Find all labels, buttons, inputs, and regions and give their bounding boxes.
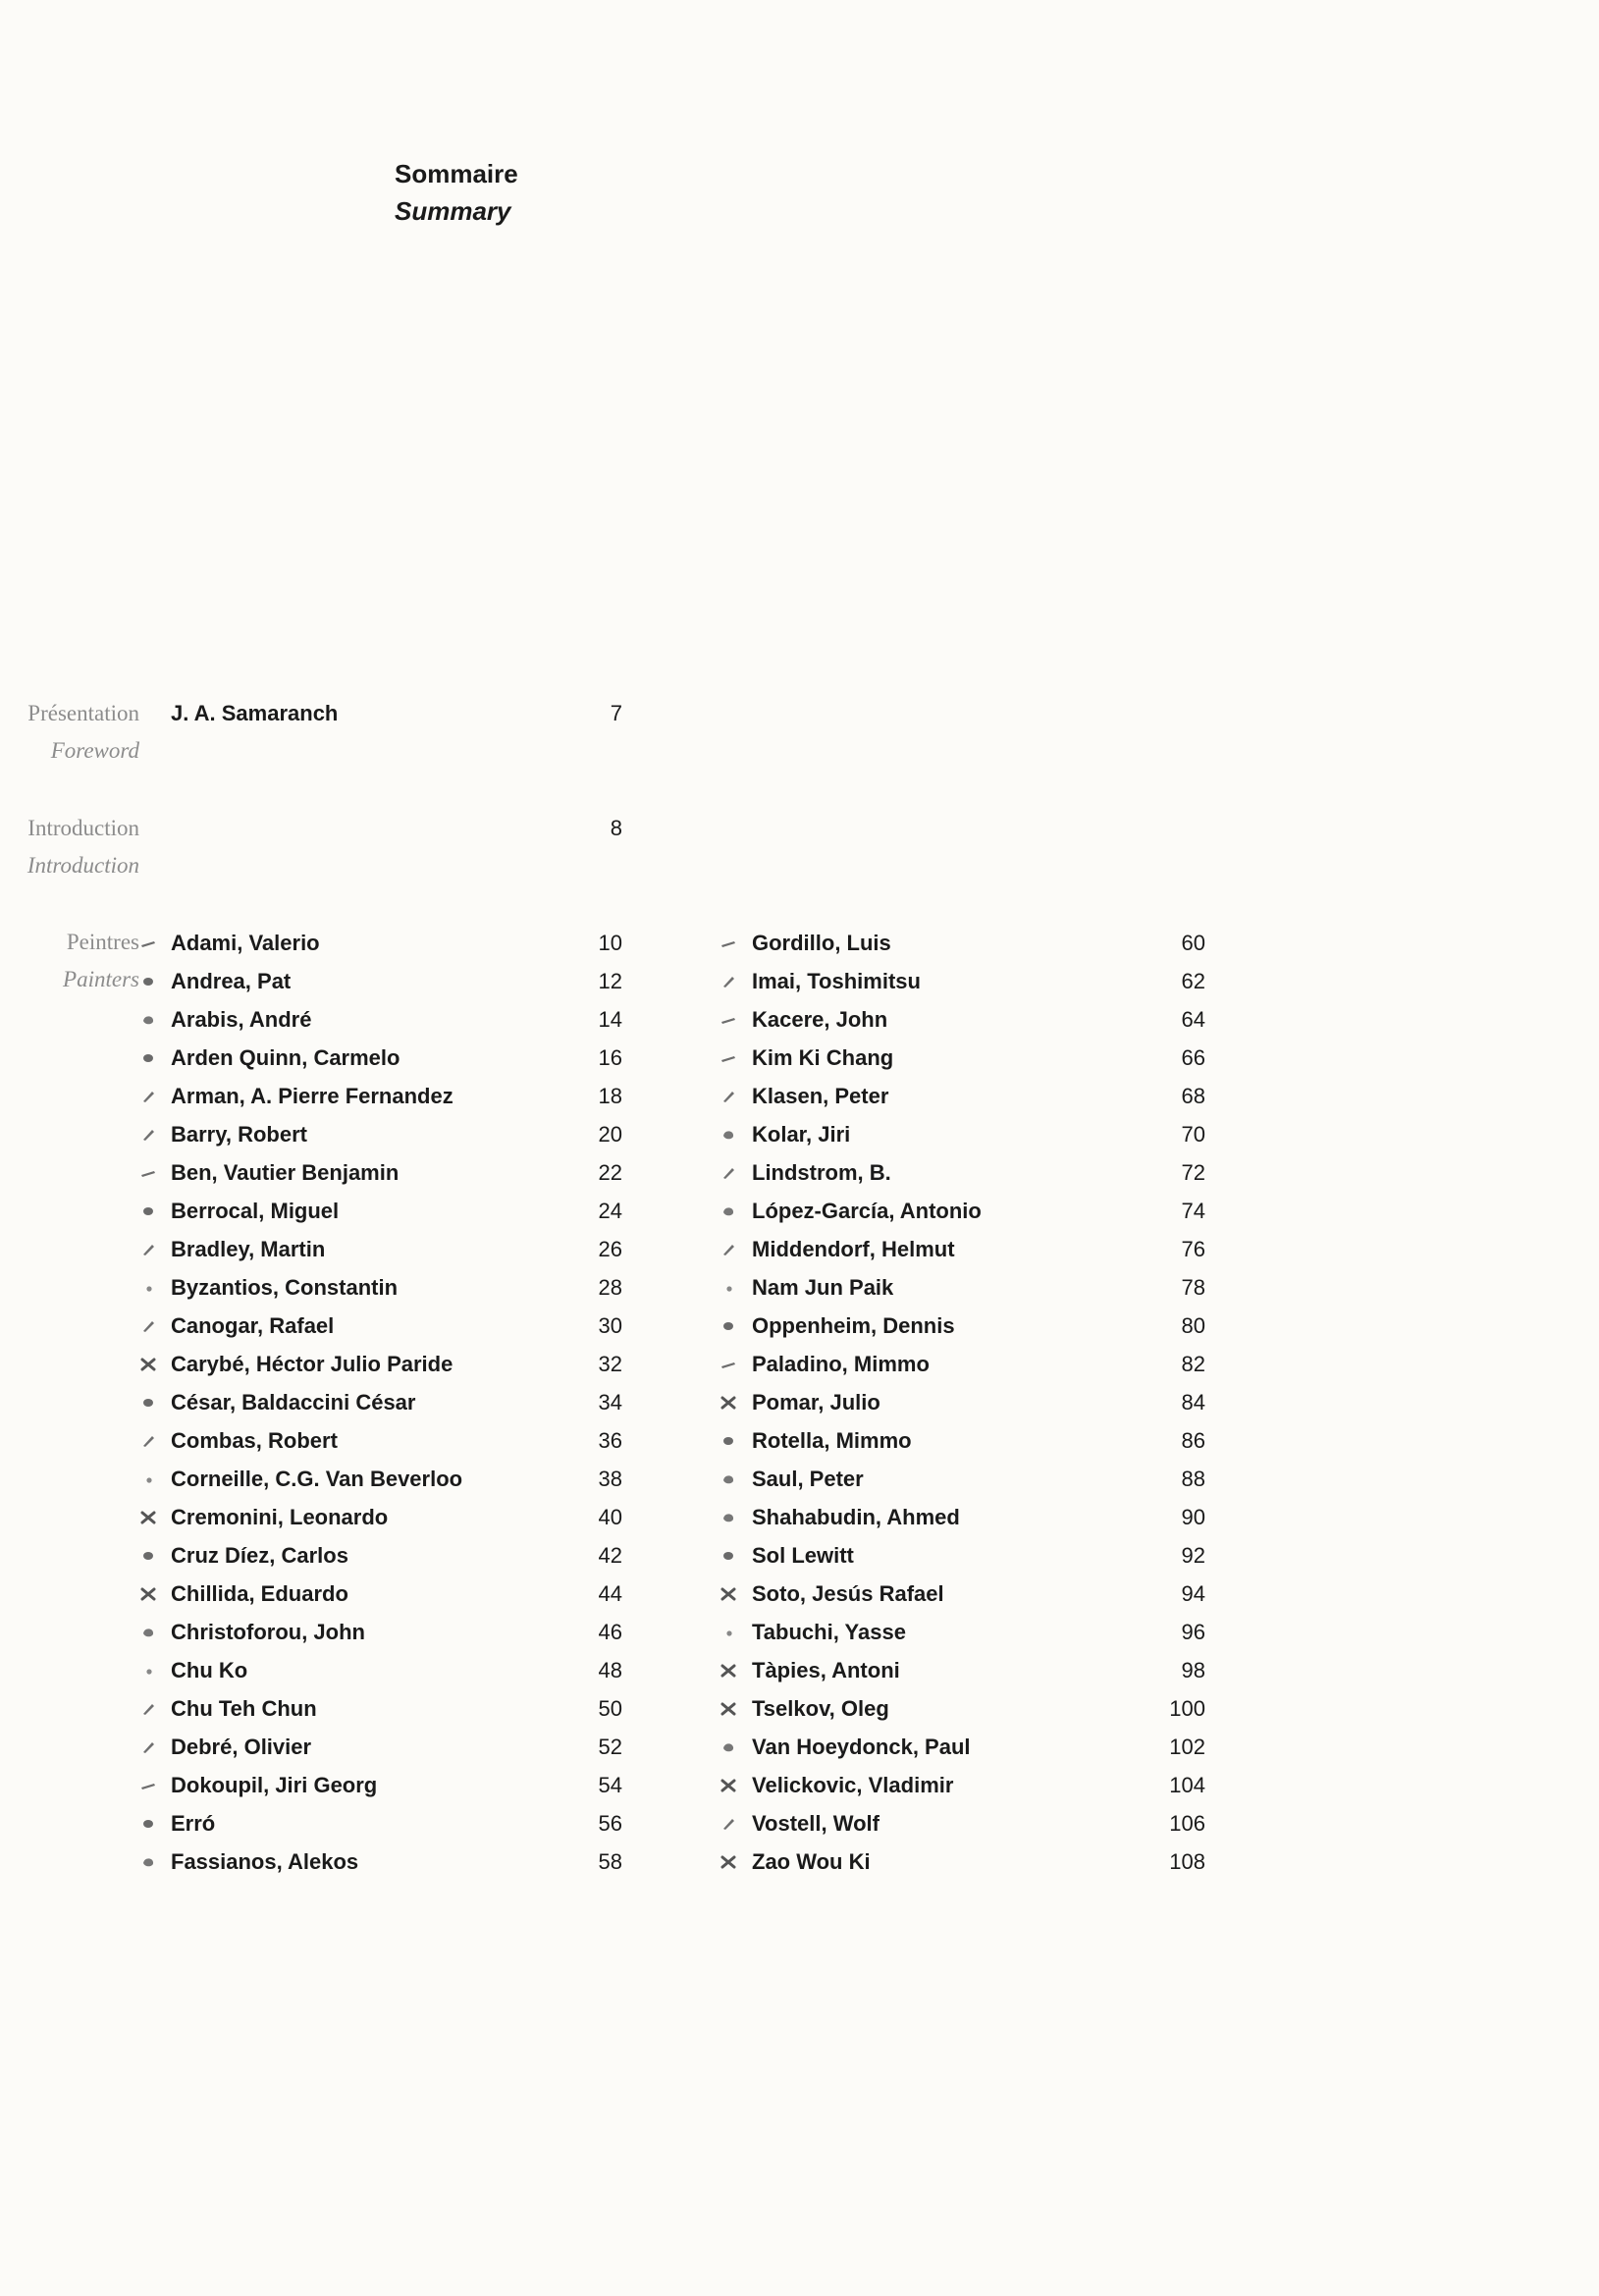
brush-mark-icon (720, 1854, 737, 1870)
painter-entry (0, 1274, 1599, 1302)
painter-entry (0, 1734, 1599, 1761)
painter-page-number: 58 (598, 1849, 622, 1874)
painter-entry (0, 1427, 1599, 1455)
painter-name: Middendorf, Helmut (752, 1237, 955, 1261)
painter-name: Bradley, Martin (171, 1237, 326, 1261)
painter-name: Corneille, C.G. Van Beverloo (171, 1467, 463, 1491)
painter-page-number: 68 (1181, 1084, 1205, 1108)
page-title-block (395, 155, 518, 230)
painter-page-number: 24 (598, 1199, 622, 1223)
painter-page-number: 78 (1181, 1275, 1205, 1300)
painter-name: Kim Ki Chang (752, 1045, 894, 1070)
painter-name: Pomar, Julio (752, 1390, 880, 1415)
introduction-label-french: Introduction (27, 816, 139, 840)
painter-name: Oppenheim, Dennis (752, 1313, 955, 1338)
painter-page-number: 34 (598, 1390, 622, 1415)
painter-page-number: 76 (1181, 1237, 1205, 1261)
painter-page-number: 40 (598, 1505, 622, 1529)
painter-page-number: 16 (598, 1045, 622, 1070)
painter-entry (0, 1772, 1599, 1799)
painter-entry (0, 1006, 1599, 1034)
painter-name: Arabis, André (171, 1007, 312, 1032)
brush-mark-icon (720, 1625, 737, 1640)
painter-name: López-García, Antonio (752, 1199, 982, 1223)
painter-name: Tselkov, Oleg (752, 1696, 889, 1721)
painter-page-number: 50 (598, 1696, 622, 1721)
painter-page-number: 100 (1169, 1696, 1205, 1721)
painter-entry (0, 1848, 1599, 1876)
painter-entry (0, 1580, 1599, 1608)
painter-page-number: 10 (598, 931, 622, 955)
painter-page-number: 54 (598, 1773, 622, 1797)
brush-mark-icon (720, 1050, 737, 1066)
painter-name: Saul, Peter (752, 1467, 864, 1491)
brush-mark-icon (720, 1318, 737, 1334)
painter-name: Berrocal, Miguel (171, 1199, 340, 1223)
painter-page-number: 90 (1181, 1505, 1205, 1529)
painter-name: Byzantios, Constantin (171, 1275, 399, 1300)
painter-entry (0, 1121, 1599, 1148)
painter-name: Velickovic, Vladimir (752, 1773, 954, 1797)
brush-mark-icon (720, 935, 737, 951)
painter-name: Zao Wou Ki (752, 1849, 871, 1874)
painter-name: Tabuchi, Yasse (752, 1620, 906, 1644)
painter-entry (0, 1389, 1599, 1416)
painter-page-number: 20 (598, 1122, 622, 1147)
painter-page-number: 60 (1181, 931, 1205, 955)
brush-mark-icon (720, 1127, 737, 1143)
painter-name: Nam Jun Paik (752, 1275, 894, 1300)
brush-mark-icon (720, 1242, 737, 1257)
painter-name: Carybé, Héctor Julio Paride (171, 1352, 453, 1376)
painter-entry (0, 1198, 1599, 1225)
painter-name: Chillida, Eduardo (171, 1581, 348, 1606)
brush-mark-icon (720, 1816, 737, 1832)
painter-name: Arman, A. Pierre Fernandez (171, 1084, 453, 1108)
painter-page-number: 12 (598, 969, 622, 993)
painter-page-number: 104 (1169, 1773, 1205, 1797)
painter-entry (0, 1504, 1599, 1531)
painter-entry (0, 1695, 1599, 1723)
painter-page-number: 30 (598, 1313, 622, 1338)
painter-page-number: 38 (598, 1467, 622, 1491)
painter-page-number: 28 (598, 1275, 622, 1300)
painter-name: Canogar, Rafael (171, 1313, 335, 1338)
painter-name: Tàpies, Antoni (752, 1658, 900, 1682)
painter-page-number: 44 (598, 1581, 622, 1606)
painters-label-french: Peintres (66, 930, 139, 954)
presentation-author: J. A. Samaranch (171, 701, 339, 725)
painter-page-number: 72 (1181, 1160, 1205, 1185)
painter-page-number: 102 (1169, 1735, 1205, 1759)
painter-page-number: 64 (1181, 1007, 1205, 1032)
page-title-french: Sommaire (395, 159, 518, 188)
painter-name: Christoforou, John (171, 1620, 365, 1644)
painter-name: Cruz Díez, Carlos (171, 1543, 348, 1568)
painter-entry (0, 1542, 1599, 1570)
introduction-label-english: Introduction (27, 853, 139, 878)
painter-page-number: 86 (1181, 1428, 1205, 1453)
page-title-english: Summary (395, 196, 511, 226)
brush-mark-icon (720, 1357, 737, 1372)
introduction-label (12, 810, 139, 884)
painter-page-number: 82 (1181, 1352, 1205, 1376)
painter-page-number: 66 (1181, 1045, 1205, 1070)
painter-name: Sol Lewitt (752, 1543, 854, 1568)
painter-page-number: 52 (598, 1735, 622, 1759)
brush-mark-icon (720, 1089, 737, 1104)
painter-page-number: 88 (1181, 1467, 1205, 1491)
painter-entry (0, 1312, 1599, 1340)
brush-mark-icon (720, 1165, 737, 1181)
brush-mark-icon (720, 1280, 737, 1296)
painter-page-number: 74 (1181, 1199, 1205, 1223)
painter-name: Soto, Jesús Rafael (752, 1581, 944, 1606)
painter-page-number: 92 (1181, 1543, 1205, 1568)
painter-name: Van Hoeydonck, Paul (752, 1735, 971, 1759)
painter-name: Lindstrom, B. (752, 1160, 891, 1185)
presentation-label (12, 695, 139, 770)
painter-page-number: 96 (1181, 1620, 1205, 1644)
painter-page-number: 18 (598, 1084, 622, 1108)
presentation-page: 7 (610, 701, 622, 725)
painter-page-number: 48 (598, 1658, 622, 1682)
painter-name: Klasen, Peter (752, 1084, 889, 1108)
painter-entry (0, 1236, 1599, 1263)
painter-entry (0, 1083, 1599, 1110)
painter-entry (0, 1044, 1599, 1072)
painter-name: Vostell, Wolf (752, 1811, 879, 1836)
brush-mark-icon (720, 1548, 737, 1564)
presentation-label-english: Foreword (50, 738, 139, 763)
painter-name: Dokoupil, Jiri Georg (171, 1773, 378, 1797)
brush-mark-icon (720, 1510, 737, 1525)
painter-entry (0, 968, 1599, 995)
brush-mark-icon (720, 1012, 737, 1028)
painter-name: Adami, Valerio (171, 931, 320, 955)
painter-name: Arden Quinn, Carmelo (171, 1045, 400, 1070)
painter-page-number: 94 (1181, 1581, 1205, 1606)
painter-name: Combas, Robert (171, 1428, 338, 1453)
painter-entry (0, 930, 1599, 957)
painter-name: Barry, Robert (171, 1122, 307, 1147)
painter-name: Kolar, Jiri (752, 1122, 851, 1147)
painter-entry (0, 1657, 1599, 1684)
painter-page-number: 22 (598, 1160, 622, 1185)
painter-page-number: 42 (598, 1543, 622, 1568)
painter-name: Andrea, Pat (171, 969, 292, 993)
brush-mark-icon (720, 1663, 737, 1679)
painter-name: Paladino, Mimmo (752, 1352, 930, 1376)
brush-mark-icon (720, 1739, 737, 1755)
painter-name: Chu Teh Chun (171, 1696, 317, 1721)
painter-page-number: 32 (598, 1352, 622, 1376)
painter-entry (0, 1810, 1599, 1838)
painter-page-number: 84 (1181, 1390, 1205, 1415)
brush-mark-icon (720, 1203, 737, 1219)
painters-label-english: Painters (63, 967, 139, 991)
painter-page-number: 106 (1169, 1811, 1205, 1836)
brush-mark-icon (720, 1778, 737, 1793)
painter-name: César, Baldaccini César (171, 1390, 416, 1415)
painter-entry (0, 1619, 1599, 1646)
presentation-label-french: Présentation (27, 701, 139, 725)
brush-mark-icon (720, 1471, 737, 1487)
brush-mark-icon (720, 1395, 737, 1411)
painter-name: Erró (171, 1811, 216, 1836)
brush-mark-icon (720, 1433, 737, 1449)
painter-page-number: 36 (598, 1428, 622, 1453)
painter-name: Chu Ko (171, 1658, 248, 1682)
painter-name: Kacere, John (752, 1007, 888, 1032)
painter-name: Gordillo, Luis (752, 931, 891, 955)
brush-mark-icon (720, 1586, 737, 1602)
painter-name: Shahabudin, Ahmed (752, 1505, 960, 1529)
painter-page-number: 108 (1169, 1849, 1205, 1874)
painter-entry (0, 1466, 1599, 1493)
painter-entry (0, 1159, 1599, 1187)
painter-name: Fassianos, Alekos (171, 1849, 359, 1874)
painter-name: Debré, Olivier (171, 1735, 312, 1759)
painter-page-number: 80 (1181, 1313, 1205, 1338)
introduction-page: 8 (610, 816, 622, 840)
painter-page-number: 26 (598, 1237, 622, 1261)
painter-page-number: 14 (598, 1007, 622, 1032)
painter-page-number: 46 (598, 1620, 622, 1644)
brush-mark-icon (720, 974, 737, 989)
painter-name: Cremonini, Leonardo (171, 1505, 389, 1529)
brush-mark-icon (720, 1701, 737, 1717)
painter-name: Imai, Toshimitsu (752, 969, 921, 993)
painter-entry (0, 1351, 1599, 1378)
painter-page-number: 56 (598, 1811, 622, 1836)
painter-page-number: 98 (1181, 1658, 1205, 1682)
painter-page-number: 70 (1181, 1122, 1205, 1147)
painter-name: Ben, Vautier Benjamin (171, 1160, 400, 1185)
painter-page-number: 62 (1181, 969, 1205, 993)
painter-name: Rotella, Mimmo (752, 1428, 912, 1453)
